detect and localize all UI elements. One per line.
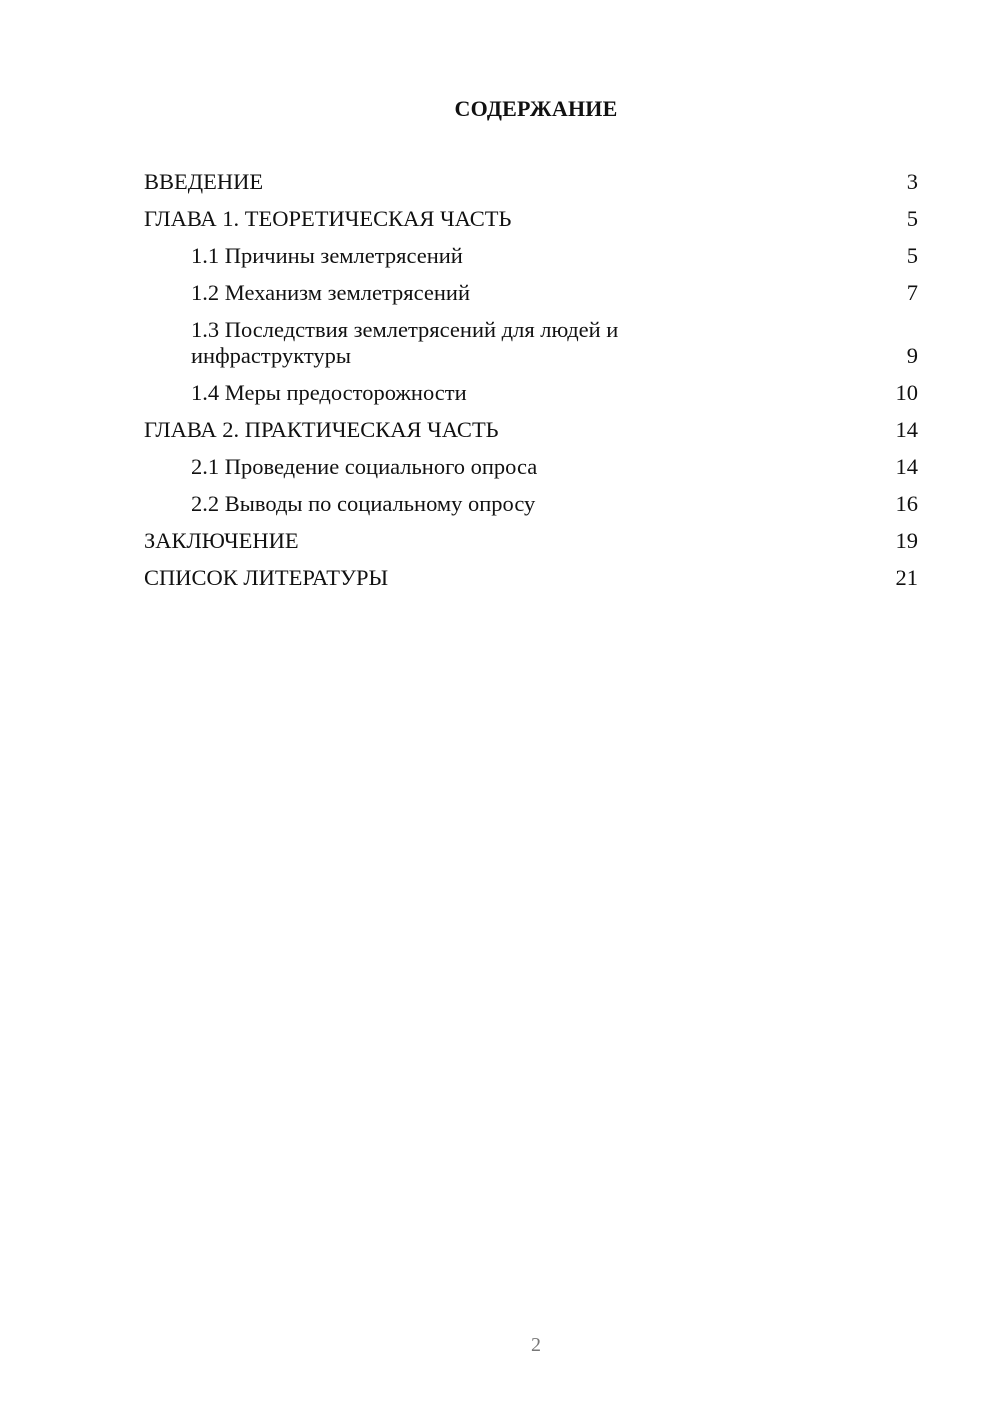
toc-entry-page: 5 (906, 206, 918, 231)
toc-entry-label: 2.2 Выводы по социальному опросу (191, 491, 536, 516)
toc-entry-label: ГЛАВА 1. ТЕОРЕТИЧЕСКАЯ ЧАСТЬ (144, 206, 512, 231)
toc-entry-page: 10 (895, 380, 918, 405)
toc-entry-page: 21 (895, 565, 918, 590)
toc-entry-section-2-2[interactable] (144, 491, 918, 517)
toc-entry-page: 16 (895, 491, 918, 516)
toc-entry-chapter-1[interactable] (144, 206, 918, 232)
toc-entry-page: 9 (906, 343, 918, 368)
toc-entry-label: 1.3 Последствия землетрясений для людей и инфраструктуры (191, 317, 619, 368)
toc-entry-chapter-2[interactable] (144, 417, 918, 443)
toc-entry-label: СПИСОК ЛИТЕРАТУРЫ (144, 565, 389, 590)
toc-entry-label: 1.4 Меры предосторожности (191, 380, 467, 405)
toc-entry-page: 19 (895, 528, 918, 553)
toc-heading: СОДЕРЖАНИЕ (454, 96, 618, 121)
toc-entry-label: 1.2 Механизм землетрясений (191, 280, 471, 305)
toc-entry-label: 2.1 Проведение социального опроса (191, 454, 538, 479)
toc-entry-section-2-1[interactable] (144, 454, 918, 480)
toc-entry-conclusion[interactable] (144, 528, 918, 554)
toc-entry-section-1-1[interactable] (144, 243, 918, 269)
toc-entry-page: 3 (906, 169, 918, 194)
toc-entry-page: 14 (895, 454, 918, 479)
toc-entry-section-1-3[interactable] (144, 317, 918, 369)
page-number: 2 (531, 1334, 541, 1356)
toc-entry-page: 14 (895, 417, 918, 442)
toc-entry-page: 5 (906, 243, 918, 268)
toc-entry-page: 7 (906, 280, 918, 305)
toc-entry-label: 1.1 Причины землетрясений (191, 243, 463, 268)
toc-entry-section-1-2[interactable] (144, 280, 918, 306)
toc-entry-label: ВВЕДЕНИЕ (144, 169, 264, 194)
toc-entry-section-1-4[interactable] (144, 380, 918, 406)
toc-entry-references[interactable] (144, 565, 918, 591)
table-of-contents (144, 169, 918, 602)
toc-entry-label: ЗАКЛЮЧЕНИЕ (144, 528, 299, 553)
toc-entry-introduction[interactable] (144, 169, 918, 195)
toc-entry-label: ГЛАВА 2. ПРАКТИЧЕСКАЯ ЧАСТЬ (144, 417, 499, 442)
